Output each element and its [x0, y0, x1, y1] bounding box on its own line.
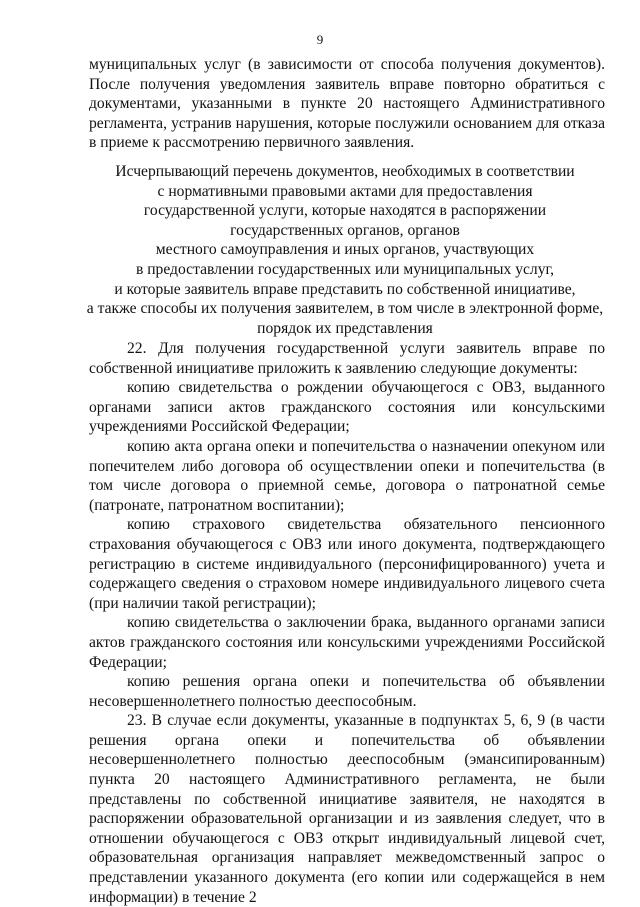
heading-line: и которые заявитель вправе представить по собственной инициативе,: [114, 280, 576, 298]
section-heading: [80, 162, 610, 338]
paragraph-23: 23. В случае если документы, указанные в подпунктах 5, 6, 9 (в части решения органа опеки и попечительства об объявлении несовершеннолетнего полностью дееспособным (эмансипированным) пункта 20 настоящего Административного регламента, не были представлены по собственной инициативе заявителя, не находятся в распоряжении образовательной организации и из заявления следует, что в отношении обучающегося с ОВЗ открыт индивидуальный лицевой счет, образовательная организация направляет межведомственный запрос о представлении указанного документа (его копии или содержащейся в нем информации) в течение 2: [89, 712, 605, 906]
heading-line: порядок их представления: [257, 319, 433, 337]
list-item: копию свидетельства о рождении обучающегося с ОВЗ, выданного органами записи актов гражданского состояния или консульскими учреждениями Российской Федерации;: [89, 379, 605, 436]
list-item: копию страхового свидетельства обязательного пенсионного страхования обучающегося с ОВЗ или иного документа, подтверждающего регистрацию в системе индивидуального (персонифицированного) учета и содержащего сведения о страховом номере индивидуального лицевого счета (при наличии такой регистрации);: [89, 516, 605, 612]
intro-paragraph: муниципальных услуг (в зависимости от способа получения документов). После получения уведомления заявитель вправе повторно обратиться с документами, указанными в пункте 20 настоящего Административного регламента, устранив нарушения, которые послужили основанием для отказа в приеме к рассмотрению первичного заявления.: [89, 56, 605, 152]
heading-line: местного самоуправления и иных органов, участвующих: [155, 241, 535, 259]
intro-block: [89, 55, 605, 153]
heading-line: в предоставлении государственных или муниципальных услуг,: [135, 260, 555, 278]
heading-line: государственной услуги, которые находятся в распоряжении: [143, 202, 547, 220]
list-item: копию решения органа опеки и попечительства об объявлении несовершеннолетнего полностью дееспособным.: [89, 673, 605, 710]
page-number: 9: [316, 32, 324, 47]
paragraph-22: 22. Для получения государственной услуги заявитель вправе по собственной инициативе приложить к заявлению следующие документы:: [89, 340, 605, 377]
heading-line: Исчерпывающий перечень документов, необходимых в соответствии: [115, 163, 575, 180]
heading-line: а также способы их получения заявителем, в том числе в электронной форме,: [86, 300, 604, 318]
main-text: [89, 339, 605, 907]
list-item: копию свидетельства о заключении брака, выданного органами записи актов гражданского состояния или консульскими учреждениями Российской Федерации;: [89, 614, 605, 671]
list-item: копию акта органа опеки и попечительства о назначении опекуном или попечителем либо договора об осуществлении опеки и попечительства (в том числе договора о приемной семье, договора о патронатной семье (патронате, патронатном воспитании);: [89, 437, 605, 514]
heading-line: государственных органов, органов: [230, 221, 460, 239]
heading-line: с нормативными правовыми актами для предоставления: [157, 182, 533, 200]
